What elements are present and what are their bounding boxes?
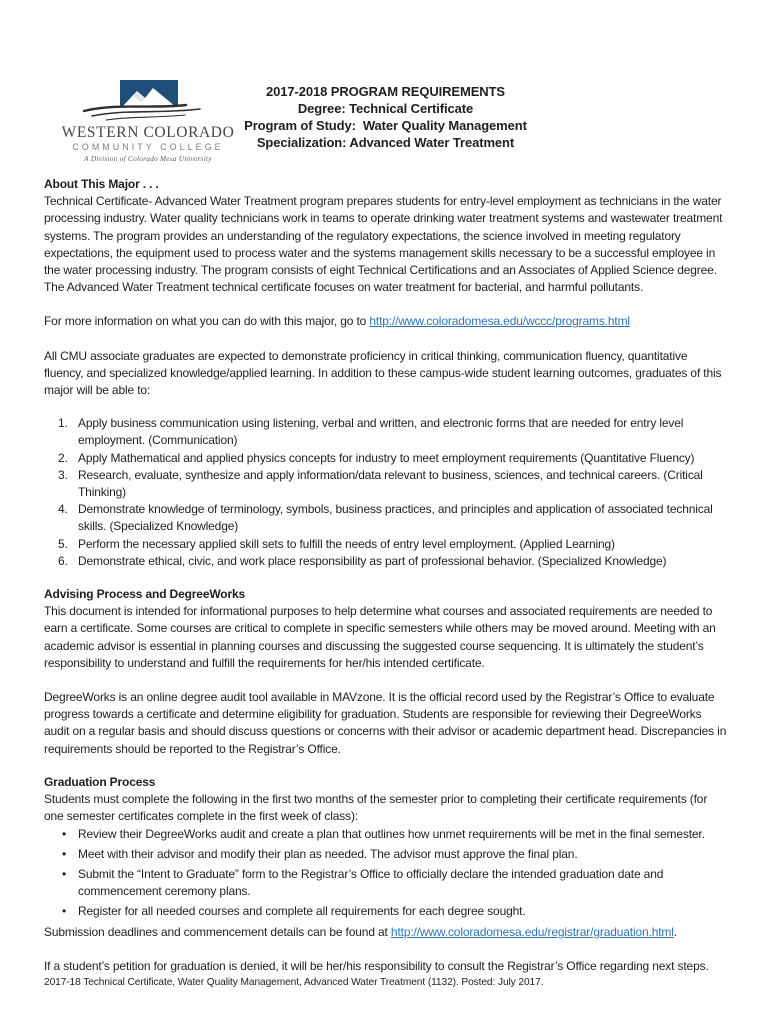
- list-item: • Submit the “Intent to Graduate” form to the Registrar’s Office to officially declare the intended graduation date and commencement ceremony plans.: [44, 866, 727, 900]
- graduation-heading: Graduation Process: [44, 774, 156, 789]
- submission-suffix: .: [673, 924, 677, 939]
- more-info-paragraph: [44, 313, 727, 330]
- graduation-link[interactable]: http://www.coloradomesa.edu/registrar/graduation.html: [390, 924, 674, 939]
- program-title-block: [44, 83, 727, 151]
- programs-link[interactable]: http://www.coloradomesa.edu/wccc/programs.html: [369, 314, 630, 329]
- logo-college-name: WESTERN COLORADO: [61, 124, 235, 141]
- petition-paragraph: If a student’s petition for graduation is denied, it will be her/his responsibility to consult the Registrar’s Office regarding next steps.: [44, 958, 709, 973]
- submission-paragraph: [44, 924, 727, 941]
- graduation-intro: Students must complete the following in the first two months of the semester prior to completing their certificate requirements (for one semester certificates complete in the first week of class):: [44, 792, 708, 824]
- about-heading: About This Major . . .: [44, 177, 159, 191]
- list-item: • Meet with their advisor and modify their plan as needed. The advisor must approve the final plan.: [44, 846, 727, 863]
- learning-outcomes-list: [44, 415, 727, 570]
- list-item: Apply Mathematical and applied physics concepts for industry to meet employment requirements (Quantitative Fluency): [78, 450, 695, 465]
- degree-line: Degree: Technical Certificate: [297, 101, 474, 117]
- about-paragraph: Technical Certificate- Advanced Water Treatment program prepares students for entry-level employment as technicians in the water processing industry. Water quality technicians work in teams to operate drinking water treatment systems and wastewater treatment systems. The program provides an understanding of the regulatory expectations, the science involved in meeting regulatory expectations, the equipment used to process water and the systems management skills necessary to be a successful employee in the water processing industry. The program consists of eight Technical Certifications and an Associates of Applied Science degree. The Advanced Water Treatment technical certificate focuses on water treatment for bacterial, and harmful pollutants.: [44, 194, 723, 295]
- list-item: Demonstrate ethical, civic, and work place responsibility as part of professional behavior. (Specialized Knowledge): [78, 553, 667, 568]
- advising-heading: Advising Process and DegreeWorks: [44, 587, 246, 602]
- doc-title-line: 2017-2018 PROGRAM REQUIREMENTS: [265, 84, 505, 99]
- specialization-line: Specialization: Advanced Water Treatment: [256, 135, 515, 151]
- submission-text: Submission deadlines and commencement details can be found at: [44, 924, 391, 939]
- more-info-text: For more information on what you can do with this major, go to: [44, 314, 370, 329]
- document-body: [44, 176, 727, 990]
- cmu-outcomes-intro: All CMU associate graduates are expected to demonstrate proficiency in critical thinking, communication fluency, quantitative fluency, and specialized knowledge/applied learning. In addition to these campus-wide student learning outcomes, graduates of this major will be able to:: [44, 348, 722, 398]
- document-footnote: 2017-18 Technical Certificate, Water Quality Management, Advanced Water Treatment (1132). Posted: July 2017.: [44, 976, 544, 988]
- document-header: [44, 80, 727, 176]
- list-item: • Register for all needed courses and complete all requirements for each degree sought.: [44, 903, 727, 920]
- advising-paragraph-1: This document is intended for informational purposes to help determine what courses and associated requirements are needed to earn a certificate. Some courses are critical to complete in specific semesters while others may be moved around. Meeting with an academic advisor is essential in planning courses and discussing the suggested course sequencing. It is ultimately the student’s responsibility to understand and fulfill the requirements for her/his intended certificate.: [44, 604, 716, 670]
- logo-tagline: A Division of Colorado Mesa University: [84, 155, 212, 163]
- logo-college-subname: COMMUNITY COLLEGE: [72, 142, 224, 152]
- list-item: Perform the necessary applied skill sets to fulfill the needs of entry level employment. (Applied Learning): [78, 536, 615, 551]
- list-item: Demonstrate knowledge of terminology, symbols, business practices, and principles and application of associated technical skills. (Specialized Knowledge): [78, 502, 713, 534]
- graduation-steps-list: [44, 826, 727, 921]
- list-item: Apply business communication using listening, verbal and written, and electronic forms that are needed for entry level employment. (Communication): [78, 416, 684, 448]
- program-of-study-line: Program of Study: Water Quality Management: [244, 118, 527, 134]
- list-item: Research, evaluate, synthesize and apply information/data relevant to business, sciences, and technical careers. (Critical Thinking): [78, 467, 703, 500]
- advising-paragraph-2: DegreeWorks is an online degree audit tool available in MAVzone. It is the official record used by the Registrar’s Office to evaluate progress towards a certificate and determine eligibility for graduation. Students are responsible for reviewing their DegreeWorks audit on a regular basis and should discuss questions or concerns with their advisor or academic department head. Discrepancies in requirements should be reported to the Registrar’s Office.: [44, 690, 727, 756]
- list-item: • Review their DegreeWorks audit and create a plan that outlines how unmet requirements will be met in the final semester.: [44, 826, 727, 843]
